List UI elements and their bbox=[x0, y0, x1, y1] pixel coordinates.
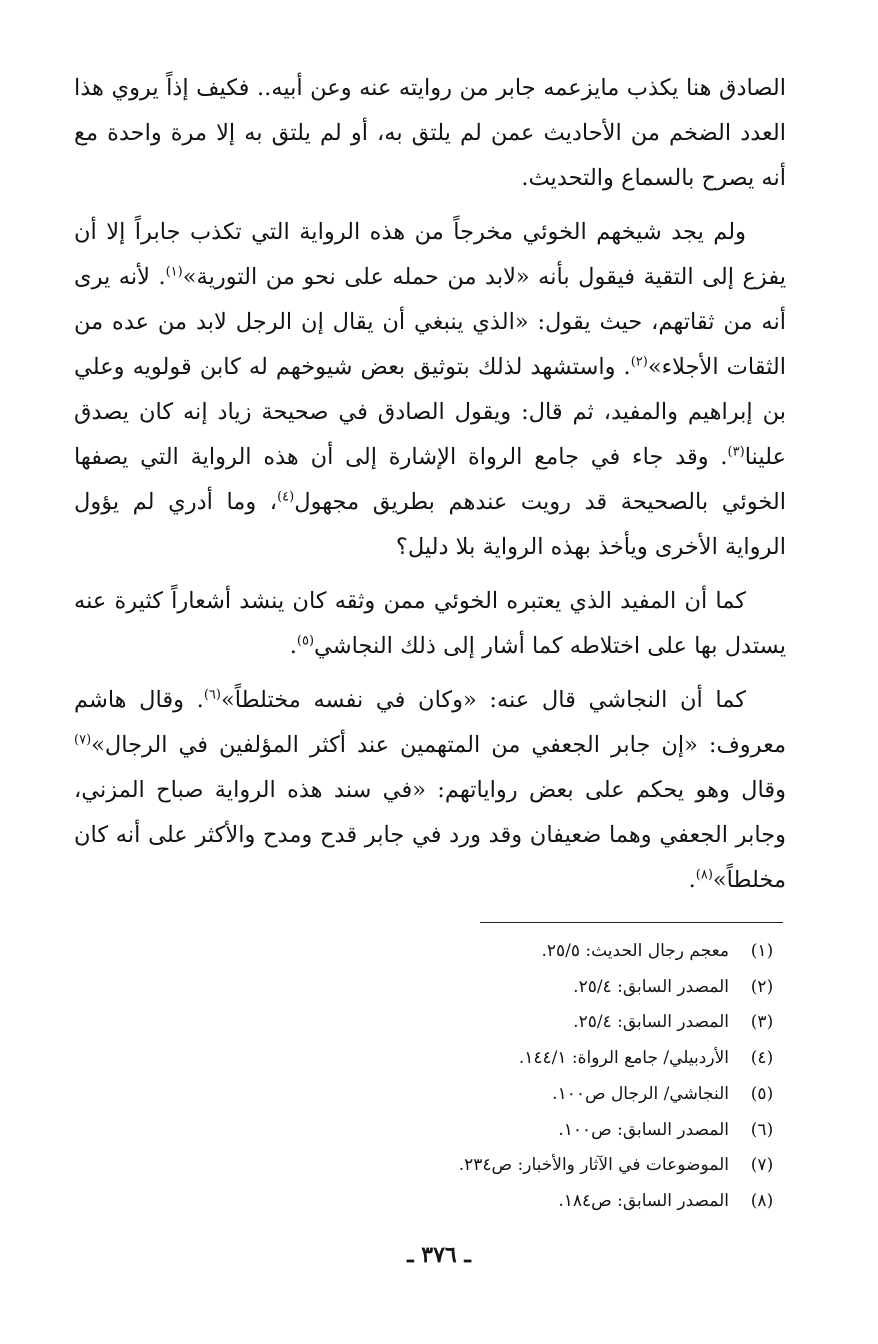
footnote-number: (٥) bbox=[750, 1083, 774, 1104]
footnote-item bbox=[300, 1184, 777, 1220]
footnote-text: المصدر السابق: ٢٥/٤. bbox=[573, 1012, 729, 1033]
footnote-reference[interactable]: (٢) bbox=[630, 354, 648, 370]
paragraph bbox=[74, 678, 786, 903]
footnote-text: معجم رجال الحديث: ٢٥/٥. bbox=[541, 941, 729, 961]
text-segment: كما أن المفيد الذي يعتبره الخوئي ممن وثقه كان ينشد أشعاراً كثيرة عنه يستدل بها على اختلاطه كما أشار إلى ذلك النجاشي bbox=[74, 588, 786, 659]
footnote-number: (١) bbox=[750, 941, 774, 961]
paragraph bbox=[74, 66, 786, 201]
text-segment: الصادق هنا يكذب مايزعمه جابر من روايته عنه وعن أبيه.. فكيف إذاً يروي هذا العدد الضخم من الأحاديث عمن لم يلتق به، أو لم يلتق به إلا مرة واحدة مع أنه يصرح بالسماع والتحديث. bbox=[74, 75, 786, 191]
footnote-item bbox=[300, 1041, 777, 1077]
text-segment: . وقال هاشم معروف: «إن جابر الجعفي من المتهمين عند أكثر المؤلفين في الرجال» bbox=[74, 687, 786, 758]
footnote-item bbox=[300, 970, 777, 1006]
text-segment: . bbox=[688, 867, 696, 893]
footnote-reference[interactable]: (١) bbox=[165, 264, 183, 280]
footnote-number: (٣) bbox=[750, 1012, 774, 1033]
page-number: ـ ٣٧٦ ـ bbox=[407, 1242, 471, 1268]
text-segment: ولم يجد شيخهم الخوئي مخرجاً من هذه الرواية التي تكذب جابراً إلا أن يفزع إلى التقية فيقول بأنه «لابد من حمله على نحو من التورية» bbox=[74, 219, 786, 290]
footnote-item bbox=[300, 1077, 777, 1113]
footnote-number: (٨) bbox=[750, 1190, 774, 1211]
text-segment: كما أن النجاشي قال عنه: «وكان في نفسه مختلطاً» bbox=[220, 687, 747, 713]
footnote-reference[interactable]: (٨) bbox=[695, 867, 713, 883]
footnote-text: المصدر السابق: ص١٨٤. bbox=[558, 1190, 729, 1211]
footnote-reference[interactable]: (٤) bbox=[277, 489, 295, 505]
main-text bbox=[74, 66, 786, 912]
footnote-number: (٧) bbox=[750, 1155, 774, 1176]
footnote-number: (٤) bbox=[750, 1048, 774, 1069]
footnote-reference[interactable]: (٧) bbox=[74, 732, 92, 748]
footnotes-list bbox=[300, 934, 777, 1220]
footnote-divider bbox=[480, 922, 783, 923]
footnote-text: الأردبيلي/ جامع الرواة: ١٤٤/١. bbox=[518, 1048, 729, 1069]
footnote-text: النجاشي/ الرجال ص١٠٠. bbox=[552, 1083, 729, 1104]
footnote-number: (٢) bbox=[750, 976, 774, 997]
footnote-text: الموضوعات في الآثار والأخبار: ص٢٣٤. bbox=[458, 1155, 729, 1176]
text-segment: وقال وهو يحكم على بعض رواياتهم: «في سند هذه الرواية صباح المزني، وجابر الجعفي وهما ضعيفان وقد ورد في جابر قدح ومدح والأكثر على أنه كان مخلطاً» bbox=[74, 777, 786, 893]
footnote-item bbox=[300, 934, 777, 970]
footnote-reference[interactable]: (٥) bbox=[296, 633, 315, 649]
footnote-reference[interactable]: (٦) bbox=[203, 687, 221, 703]
footnote-reference[interactable]: (٣) bbox=[727, 444, 745, 460]
footnote-text: المصدر السابق: ٢٥/٤. bbox=[573, 976, 729, 997]
text-segment: . bbox=[289, 633, 297, 659]
footnote-number: (٦) bbox=[750, 1119, 774, 1140]
text-segment: ، وما أدري لم يؤول الرواية الأخرى ويأخذ بهذه الرواية بلا دليل؟ bbox=[74, 489, 786, 560]
paragraph bbox=[74, 210, 786, 570]
text-segment: . واستشهد لذلك بتوثيق بعض شيوخهم له كابن قولويه وعلي بن إبراهيم والمفيد، ثم قال: ويقول الصادق في صحيحة زياد إنه كان يصدق علينا bbox=[74, 354, 786, 470]
footnote-item bbox=[300, 1113, 777, 1149]
paragraph bbox=[74, 579, 786, 669]
footnote-item bbox=[300, 1148, 777, 1184]
footnote-item bbox=[300, 1005, 777, 1041]
text-segment: . وقد جاء في جامع الرواة الإشارة إلى أن هذه الرواية التي يصفها الخوئي بالصحيحة قد رويت عندهم بطريق مجهول bbox=[74, 444, 786, 515]
footnote-text: المصدر السابق: ص١٠٠. bbox=[558, 1119, 729, 1140]
text-segment: . لأنه يرى أنه من ثقاتهم، حيث يقول: «الذي ينبغي أن يقال إن الرجل لابد من عده من الثقات الأجلاء» bbox=[74, 264, 786, 380]
